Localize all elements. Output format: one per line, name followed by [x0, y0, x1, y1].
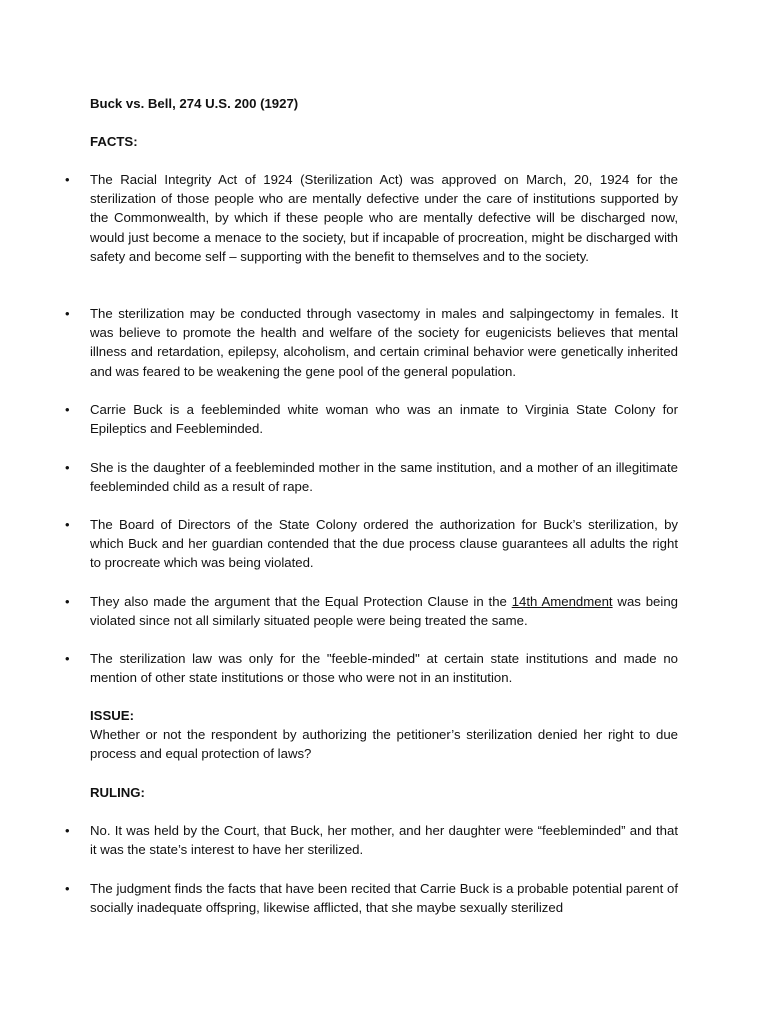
issue-section — [90, 706, 678, 764]
bullet-icon: • — [65, 172, 70, 187]
fact-text-2: The sterilization may be conducted through vasectomy in males and salpingectomy in females. It was believe to promote the health and welfare of the society for eugenicists believes that mental illness and retardation, epilepsy, alcoholism, and certain criminal behavior were genetically inherited and was feared to be weakening the gene pool of the general population. — [90, 306, 678, 379]
ruling-item-2 — [65, 879, 678, 917]
amendment-link[interactable]: 14th Amendment — [511, 594, 613, 609]
fact-item-3 — [65, 400, 678, 438]
fact-text-7: The sterilization law was only for the "feeble-minded" at certain state institutions and made no mention of other state institutions or those who were not in an institution. — [90, 651, 678, 686]
bullet-icon: • — [65, 651, 70, 666]
bullet-icon: • — [65, 823, 70, 838]
fact-item-6 — [65, 592, 678, 630]
ruling-heading: RULING: — [90, 785, 145, 800]
fact-text-1: The Racial Integrity Act of 1924 (Sterilization Act) was approved on March, 20, 1924 for the sterilization of those people who are mentally defective under the care of institutions supported by the Commonwealth, by which if these people who are mentally defective will be discharged now, would just become a menace to the society, but if incapable of procreation, might be discharged with safety and become self – supporting with the benefit to themselves and to the society. — [90, 172, 678, 264]
fact-text-6-before: They also made the argument that the Equal Protection Clause in the — [90, 594, 512, 609]
ruling-item-1 — [65, 821, 678, 859]
ruling-text-1: No. It was held by the Court, that Buck, her mother, and her daughter were “feebleminded” and that it was the state’s interest to have her sterilized. — [90, 823, 678, 858]
fact-item-2 — [65, 304, 678, 381]
fact-item-1 — [65, 170, 678, 266]
fact-text-6-after: was being violated since not all similarly situated people were being treated the same. — [90, 594, 678, 629]
fact-item-5 — [65, 515, 678, 573]
issue-text: Whether or not the respondent by authorizing the petitioner’s sterilization denied her right to due process and equal protection of laws? — [90, 727, 678, 762]
bullet-icon: • — [65, 517, 70, 532]
case-title: Buck vs. Bell, 274 U.S. 200 (1927) — [90, 96, 299, 111]
bullet-icon: • — [65, 402, 70, 417]
fact-text-3: Carrie Buck is a feebleminded white woman who was an inmate to Virginia State Colony for Epileptics and Feebleminded. — [90, 402, 678, 437]
bullet-icon: • — [65, 594, 70, 609]
ruling-text-2: The judgment finds the facts that have been recited that Carrie Buck is a probable potential parent of socially inadequate offspring, likewise afflicted, that she maybe sexually sterilized — [90, 881, 678, 916]
fact-text-4: She is the daughter of a feebleminded mother in the same institution, and a mother of an illegitimate feebleminded child as a result of rape. — [90, 460, 678, 495]
fact-item-7 — [65, 649, 678, 687]
bullet-icon: • — [65, 460, 70, 475]
fact-item-4 — [65, 458, 678, 496]
issue-heading: ISSUE: — [90, 708, 134, 723]
bullet-icon: • — [65, 306, 70, 321]
facts-heading: FACTS: — [90, 134, 138, 149]
fact-text-5: The Board of Directors of the State Colony ordered the authorization for Buck’s sterilization, by which Buck and her guardian contended that the due process clause guarantees all adults the right to procreate which was being violated. — [90, 517, 678, 571]
bullet-icon: • — [65, 881, 70, 896]
